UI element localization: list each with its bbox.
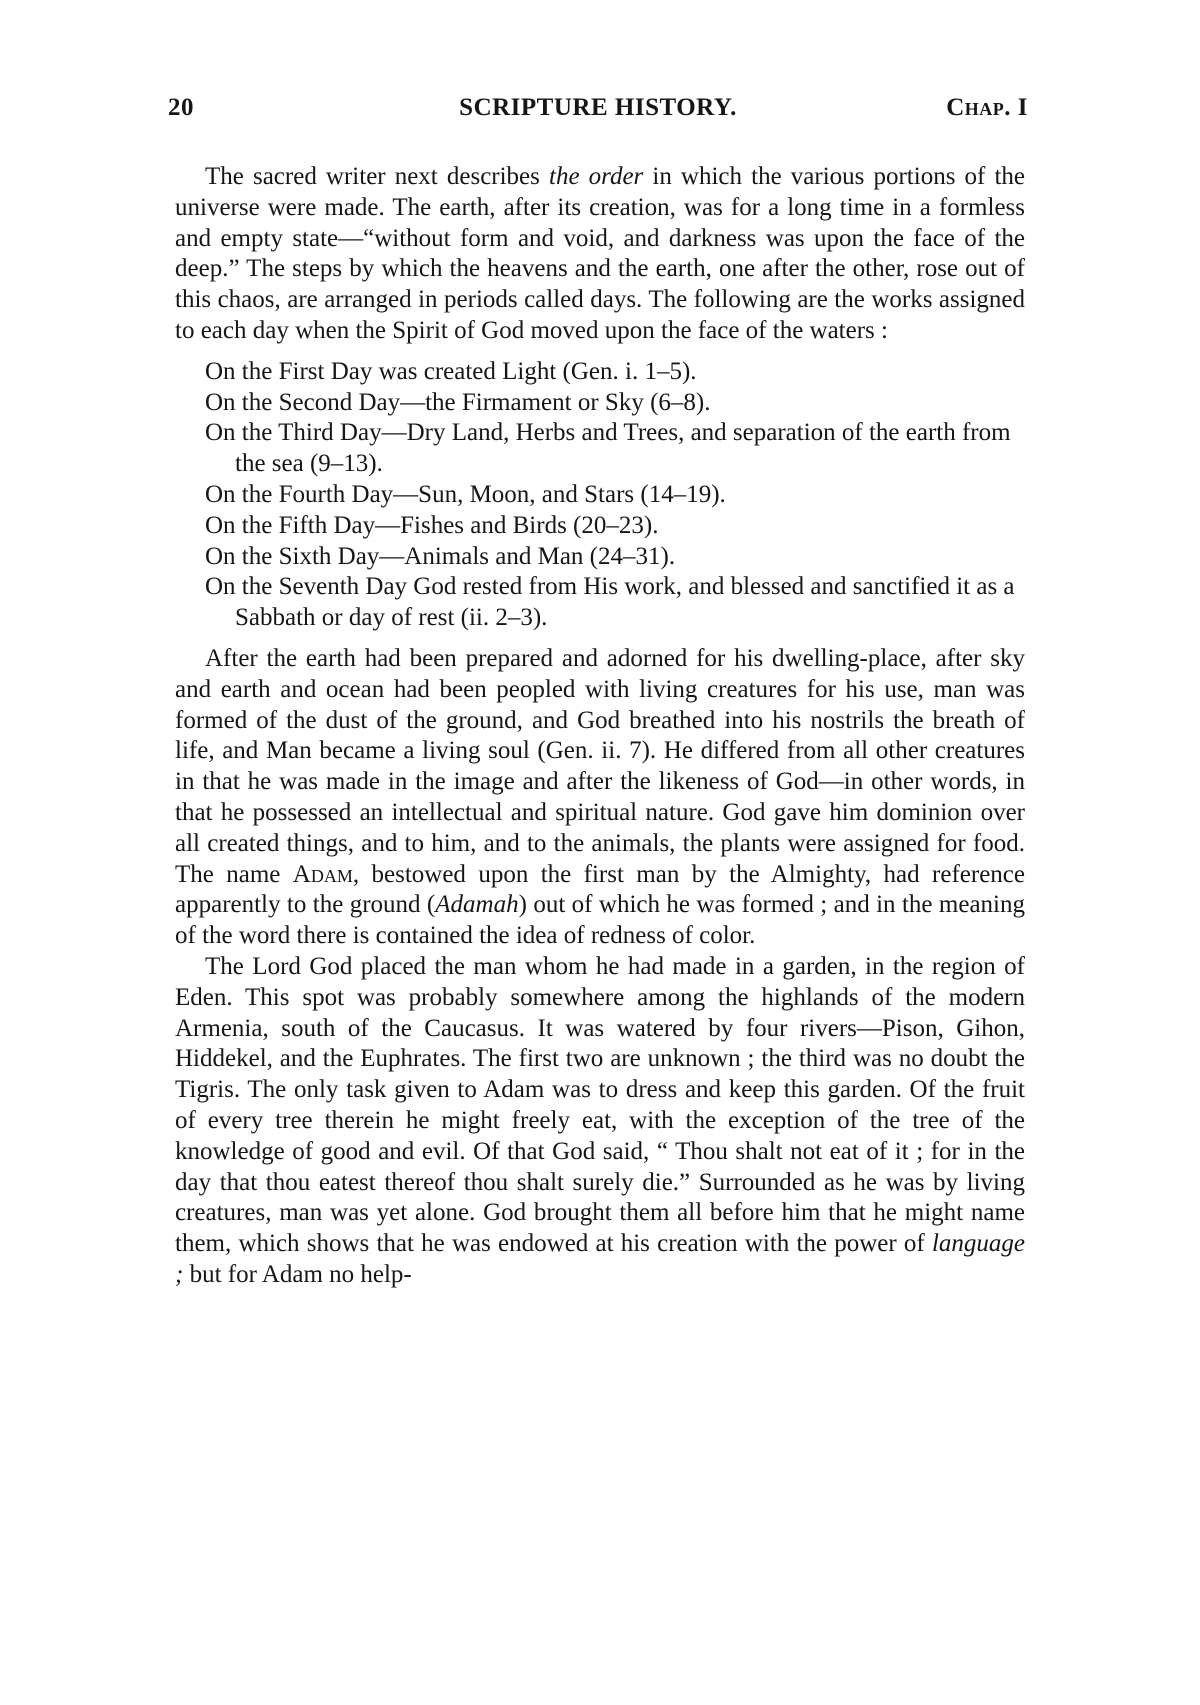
body-text (175, 162, 1025, 1291)
list-item-day-1: On the First Day was created Light (Gen. i. 1–5). (205, 357, 697, 385)
emphasis-language: language ; (175, 1230, 1025, 1288)
chapter-label: Chap. I (946, 94, 1028, 121)
list-item-day-5: On the Fifth Day—Fishes and Birds (20–23). (205, 511, 659, 539)
emphasis-the-order: the order (549, 163, 644, 190)
paragraph-creation-of-man (175, 644, 1025, 952)
book-title: SCRIPTURE HISTORY. (459, 94, 737, 121)
paragraph-garden-of-eden (175, 952, 1025, 1291)
text-span: but for Adam no help- (183, 1260, 412, 1288)
running-head (168, 94, 1028, 130)
list-item-day-7: On the Seventh Day God rested from His work, and blessed and sanctified it as a Sabbath or day of rest (ii. 2–3). (205, 573, 1015, 632)
text-span: , bestowed upon the first man by the Almighty, had reference apparently to the ground ( (175, 860, 1025, 919)
days-of-creation-list (175, 357, 1025, 634)
text-span: The sacred writer next describes (205, 163, 549, 190)
text-span: ) out of which he was formed ; and in the meaning of the word there is contained the idea of redness of color. (175, 891, 1025, 950)
text-span: After the earth had been prepared and adorned for his dwelling-place, after sky and earth and ocean had been peopled with living creatures for his use, man was formed of the dust of the ground, and God breathed into his nostrils the breath of life, and Man became a living soul (Gen. ii. 7). He differed from all other creatures in that he was made in the image and after the likeness of God—in other words, in that he possessed an intellectual and spiritual nature. God gave him dominion over all created things, and to him, and to the animals, the plants were assigned for food. The name (175, 644, 1025, 888)
page-number: 20 (168, 94, 194, 121)
list-item-day-4: On the Fourth Day—Sun, Moon, and Stars (14–19). (205, 480, 726, 508)
paragraph-order-of-creation (175, 162, 1025, 347)
text-span: The Lord God placed the man whom he had made in a garden, in the region of Eden. This spot was probably somewhere among the highlands of the modern Armenia, south of the Caucasus. It was watered by four rivers—Pison, Gihon, Hiddekel, and the Euphrates. The first two are unknown ; the third was no doubt the Tigris. The only task given to Adam was to dress and keep this garden. Of the fruit of every tree therein he might freely eat, with the exception of the tree of the knowledge of good and evil. Of that God said, “ Thou shalt not eat of it ; for in the day that thou eatest thereof thou shalt surely die.” Surrounded as he was by living creatures, man was yet alone. God brought them all before him that he might name them, which shows that he was endowed at his creation with the power of (175, 952, 1025, 1258)
list-item-day-3: On the Third Day—Dry Land, Herbs and Trees, and separation of the earth from the sea (9–13). (205, 419, 1011, 478)
name-adam: Adam (292, 860, 353, 888)
list-item-day-2: On the Second Day—the Firmament or Sky (6–8). (205, 388, 711, 416)
list-item-day-6: On the Sixth Day—Animals and Man (24–31). (205, 542, 676, 570)
text-span: in which the various portions of the universe were made. The earth, after its creation, was for a long time in a formless and empty state—“without form and void, and darkness was upon the face of the deep.” The steps by which the heavens and the earth, one after the other, rose out of this chaos, are arranged in periods called days. The following are the works assigned to each day when the Spirit of God moved upon the face of the waters : (175, 163, 1026, 344)
hebrew-word-adamah: Adamah (435, 891, 519, 919)
